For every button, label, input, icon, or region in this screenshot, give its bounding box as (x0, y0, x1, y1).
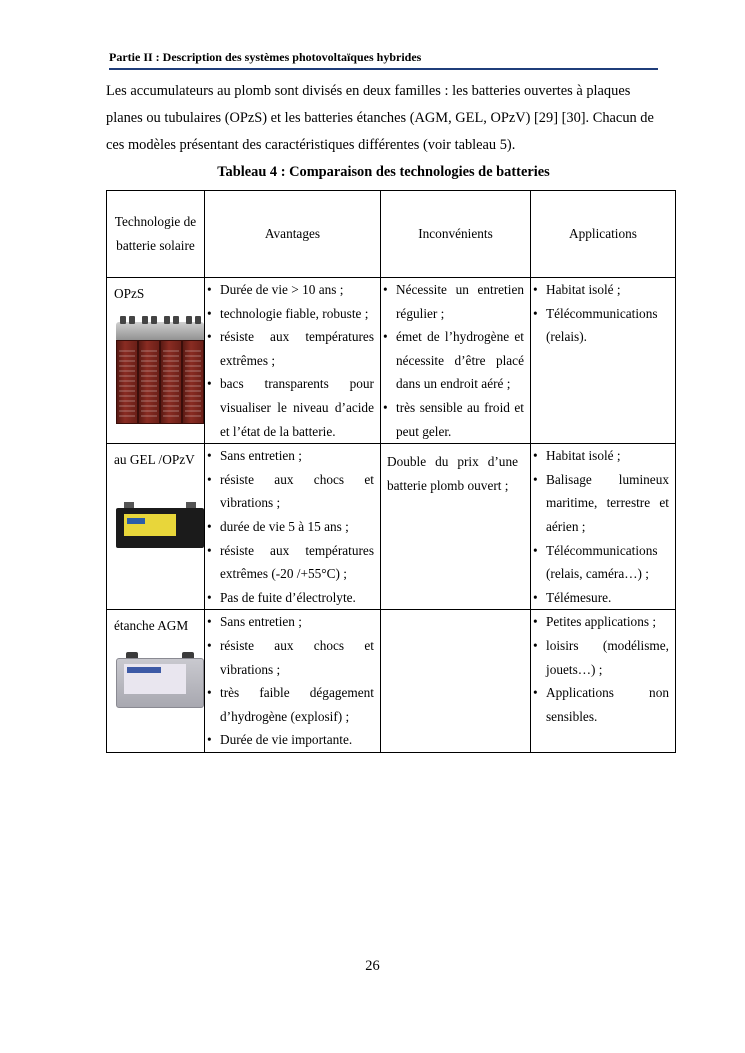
advantages-cell (205, 278, 381, 444)
technology-cell (107, 444, 205, 610)
opzs-battery-image (116, 316, 208, 434)
list-item: • Durée de vie importante. (205, 728, 374, 752)
list-item: • Télémesure. (531, 586, 669, 610)
applications-cell (531, 278, 676, 444)
header-technology: Technologie de batterie solaire (107, 191, 205, 278)
list-item: • Nécessite un entretien régulier ; (381, 278, 524, 325)
list-item: • Habitat isolé ; (531, 444, 669, 468)
table-row (107, 610, 676, 753)
page-header: Partie II : Description des systèmes photovoltaïques hybrides (109, 50, 658, 70)
list-item: • résiste aux chocs et vibrations ; (205, 468, 374, 515)
battery-comparison-table (106, 190, 676, 753)
list-item: • loisirs (modélisme, jouets…) ; (531, 634, 669, 681)
disadvantages-text: Double du prix d’une batterie plomb ouvert ; (387, 454, 518, 493)
applications-cell (531, 610, 676, 753)
technology-cell (107, 278, 205, 444)
agm-battery-image (116, 652, 206, 710)
list-item: • très sensible au froid et peut geler. (381, 396, 524, 443)
table-row (107, 444, 676, 610)
list-item: • résiste aux températures extrêmes ; (205, 325, 374, 372)
list-item: • bacs transparents pour visualiser le niveau d’acide et l’état de la batterie. (205, 372, 374, 443)
disadvantages-cell (381, 610, 531, 753)
list-item: • technologie fiable, robuste ; (205, 302, 374, 326)
list-item: • Durée de vie > 10 ans ; (205, 278, 374, 302)
list-item: • Télécommunications (relais). (531, 302, 669, 349)
list-item: • très faible dégagement d’hydrogène (explosif) ; (205, 681, 374, 728)
list-item: • Habitat isolé ; (531, 278, 669, 302)
list-item: • résiste aux températures extrêmes (-20 /+55°C) ; (205, 539, 374, 586)
table-row (107, 278, 676, 444)
applications-cell (531, 444, 676, 610)
list-item: • Sans entretien ; (205, 444, 374, 468)
technology-name: OPzS (114, 286, 145, 301)
list-item: • Applications non sensibles. (531, 681, 669, 728)
advantages-cell (205, 610, 381, 753)
header-disadvantages: Inconvénients (381, 191, 531, 278)
technology-name: étanche AGM (114, 618, 189, 634)
list-item: • Télécommunications (relais, caméra…) ; (531, 539, 669, 586)
list-item: • Petites applications ; (531, 610, 669, 634)
list-item: • Pas de fuite d’électrolyte. (205, 586, 374, 610)
advantages-cell (205, 444, 381, 610)
gel-battery-image (116, 498, 206, 548)
disadvantages-cell (381, 278, 531, 444)
header-applications: Applications (531, 191, 676, 278)
table-header-row (107, 191, 676, 278)
disadvantages-cell (381, 444, 531, 610)
page-number: 26 (365, 958, 380, 974)
list-item: • Balisage lumineux maritime, terrestre et aérien ; (531, 468, 669, 539)
intro-paragraph: Les accumulateurs au plomb sont divisés en deux familles : les batteries ouvertes à plaques planes ou tubulaires (OPzS) et les batteries étanches (AGM, GEL, OPzV) [29] [30]. Chacun de ces modèles présentant des caractéristiques différentes (voir tableau 5). (106, 83, 654, 153)
list-item: • résiste aux chocs et vibrations ; (205, 634, 374, 681)
technology-name: au GEL /OPzV (114, 452, 195, 468)
list-item: • Sans entretien ; (205, 610, 374, 634)
list-item: • durée de vie 5 à 15 ans ; (205, 515, 374, 539)
technology-cell (107, 610, 205, 753)
header-advantages: Avantages (205, 191, 381, 278)
table-caption: Tableau 4 : Comparaison des technologies de batteries (217, 164, 550, 180)
list-item: • émet de l’hydrogène et nécessite d’être placé dans un endroit aéré ; (381, 325, 524, 396)
